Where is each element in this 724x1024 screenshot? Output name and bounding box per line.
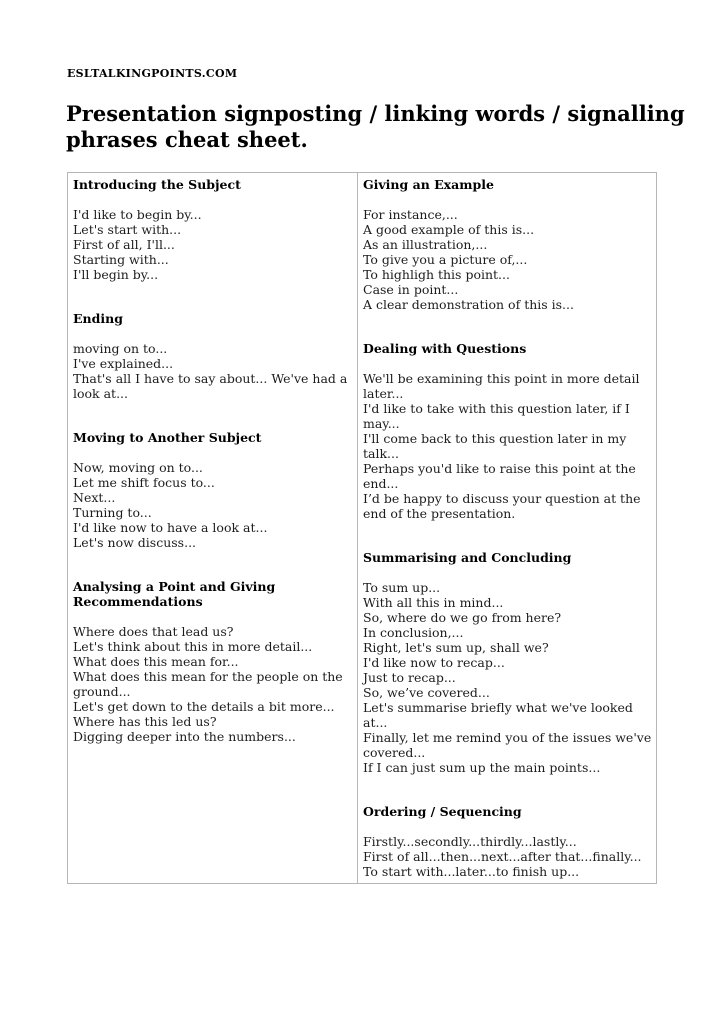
- phrase-line: A good example of this is...: [363, 222, 535, 237]
- phrase-line: Let's think about this in more detail...: [73, 639, 313, 654]
- phrase-line: What does this mean for the people on the ground...: [73, 669, 343, 699]
- phrase-line: I’d be happy to discuss your question at the end of the presentation.: [363, 491, 641, 521]
- phrase-line: That's all I have to say about... We've had a look at...: [73, 371, 348, 401]
- phrase-line: First of all, I'll...: [73, 237, 175, 252]
- phrase-line: With all this in mind...: [363, 595, 504, 610]
- phrase-line: Turning to...: [73, 505, 152, 520]
- phrase-line: Let me shift focus to...: [73, 475, 215, 490]
- section-ordering-sequencing: [363, 804, 652, 879]
- section-giving-an-example: [363, 177, 652, 312]
- phrase-line: In conclusion,...: [363, 625, 464, 640]
- phrase-line: moving on to...: [73, 341, 168, 356]
- phrase-line: Next...: [73, 490, 116, 505]
- section-title: Ending: [73, 311, 123, 326]
- phrase-line: I'd like to begin by...: [73, 207, 202, 222]
- left-column: [68, 173, 358, 883]
- phrase-line: Case in point...: [363, 282, 459, 297]
- phrase-line: We'll be examining this point in more detail later...: [363, 371, 640, 401]
- phrase-line: Perhaps you'd like to raise this point at the end...: [363, 461, 636, 491]
- phrase-line: Where has this led us?: [73, 714, 217, 729]
- phrase-line: Let's get down to the details a bit more...: [73, 699, 335, 714]
- phrase-line: As an illustration,...: [363, 237, 488, 252]
- phrase-line: To highligh this point...: [363, 267, 510, 282]
- site-label: ESLTALKINGPOINTS.COM: [67, 67, 238, 80]
- cheatsheet-table: [67, 172, 657, 884]
- phrase-line: I'd like now to recap...: [363, 655, 505, 670]
- section-analysing-a-point-and-giving-recommendations: [73, 579, 353, 744]
- phrase-line: What does this mean for...: [73, 654, 239, 669]
- section-title: Dealing with Questions: [363, 341, 527, 356]
- phrase-line: Firstly...secondly...thirdly...lastly...: [363, 834, 577, 849]
- phrase-line: For instance,...: [363, 207, 458, 222]
- section-summarising-and-concluding: [363, 550, 652, 775]
- phrase-line: I'll come back to this question later in my talk...: [363, 431, 627, 461]
- phrase-line: To give you a picture of,...: [363, 252, 528, 267]
- section-dealing-with-questions: [363, 341, 652, 521]
- section-title: Ordering / Sequencing: [363, 804, 522, 819]
- section-title: Giving an Example: [363, 177, 494, 192]
- phrase-line: Just to recap...: [363, 670, 456, 685]
- phrase-line: Now, moving on to...: [73, 460, 203, 475]
- section-title: Summarising and Concluding: [363, 550, 572, 565]
- phrase-line: To sum up...: [363, 580, 441, 595]
- phrase-line: I'd like to take with this question later, if I may...: [363, 401, 630, 431]
- phrase-line: Let's now discuss...: [73, 535, 197, 550]
- section-title: Moving to Another Subject: [73, 430, 262, 445]
- phrase-line: Where does that lead us?: [73, 624, 234, 639]
- phrase-line: First of all...then...next...after that...finally...: [363, 849, 642, 864]
- section-moving-to-another-subject: [73, 430, 353, 550]
- phrase-line: I'll begin by...: [73, 267, 159, 282]
- phrase-line: So, we’ve covered...: [363, 685, 490, 700]
- phrase-line: A clear demonstration of this is...: [363, 297, 574, 312]
- phrase-line: Right, let's sum up, shall we?: [363, 640, 549, 655]
- page-title: Presentation signposting / linking words / signalling phrases cheat sheet.: [66, 101, 685, 153]
- phrase-line: I've explained...: [73, 356, 174, 371]
- section-introducing-the-subject: [73, 177, 353, 282]
- phrase-line: Finally, let me remind you of the issues we've covered...: [363, 730, 652, 760]
- section-ending: [73, 311, 353, 401]
- phrase-line: Digging deeper into the numbers...: [73, 729, 296, 744]
- right-column: [358, 173, 656, 883]
- section-title: Introducing the Subject: [73, 177, 241, 192]
- phrase-line: Starting with...: [73, 252, 169, 267]
- phrase-line: So, where do we go from here?: [363, 610, 562, 625]
- phrase-line: If I can just sum up the main points...: [363, 760, 601, 775]
- phrase-line: Let's summarise briefly what we've looked at...: [363, 700, 633, 730]
- phrase-line: To start with...later...to finish up...: [363, 864, 580, 879]
- phrase-line: Let's start with...: [73, 222, 182, 237]
- section-title: Analysing a Point and Giving Recommendations: [73, 579, 276, 609]
- phrase-line: I'd like now to have a look at...: [73, 520, 268, 535]
